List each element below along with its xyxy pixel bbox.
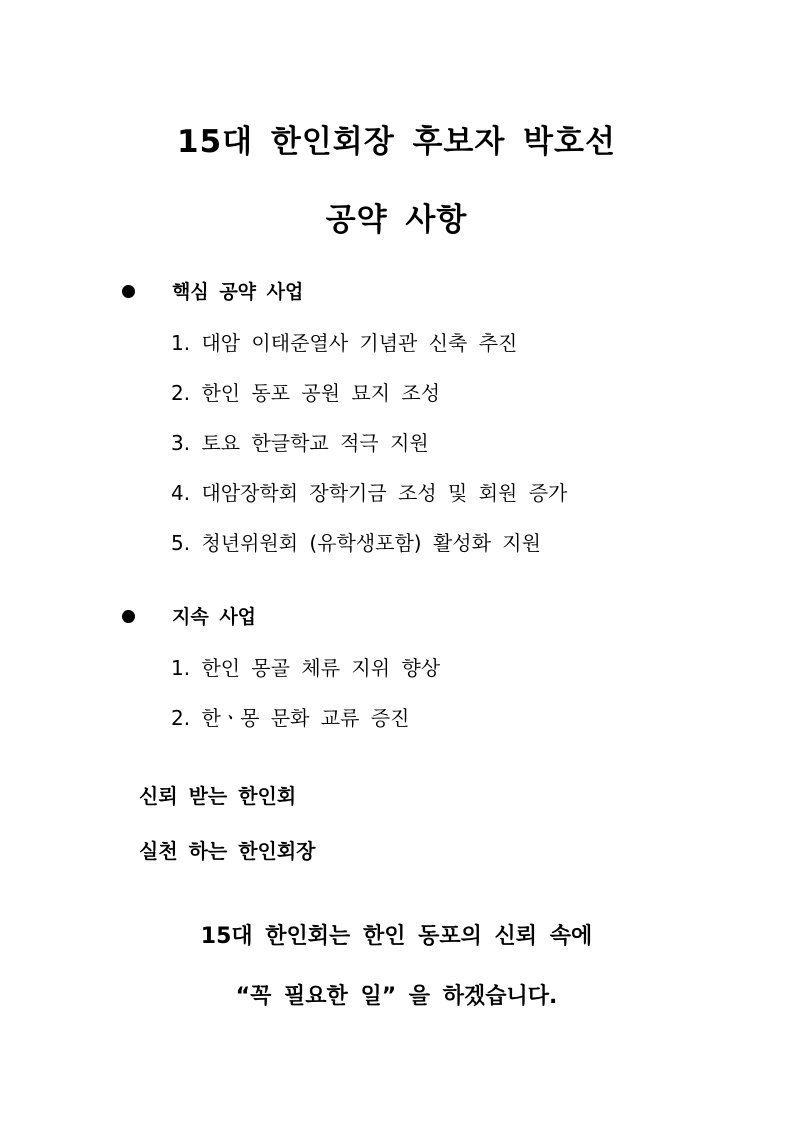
section-heading-label: 핵심 공약 사업 <box>172 281 304 303</box>
closing-statement-line1: 15대 한인회는 한인 동포의 신뢰 속에 <box>200 924 593 949</box>
list-item: 1. 대암 이태준열사 기념관 신축 추진 <box>171 331 518 355</box>
slogan-trust: 신뢰 받는 한인회 <box>139 784 297 808</box>
document-subtitle: 공약 사항 <box>325 202 468 238</box>
list-item: 3. 토요 한글학교 적극 지원 <box>171 431 429 455</box>
bullet-icon <box>122 285 135 298</box>
list-item: 5. 청년위원회 (유학생포함) 활성화 지원 <box>171 531 541 555</box>
bullet-icon <box>122 610 135 623</box>
list-item: 4. 대암장학회 장학기금 조성 및 회원 증가 <box>171 481 568 505</box>
list-item: 2. 한ㆍ몽 문화 교류 증진 <box>171 706 410 730</box>
list-item: 1. 한인 몽골 체류 지위 향상 <box>171 656 441 680</box>
section-heading-label: 지속 사업 <box>172 606 257 628</box>
document-title: 15대 한인회장 후보자 박호선 <box>177 124 616 160</box>
slogan-action: 실천 하는 한인회장 <box>139 839 316 863</box>
list-item: 2. 한인 동포 공원 묘지 조성 <box>171 381 441 405</box>
closing-statement-line2: “꼭 필요한 일” 을 하겠습니다. <box>235 984 558 1009</box>
